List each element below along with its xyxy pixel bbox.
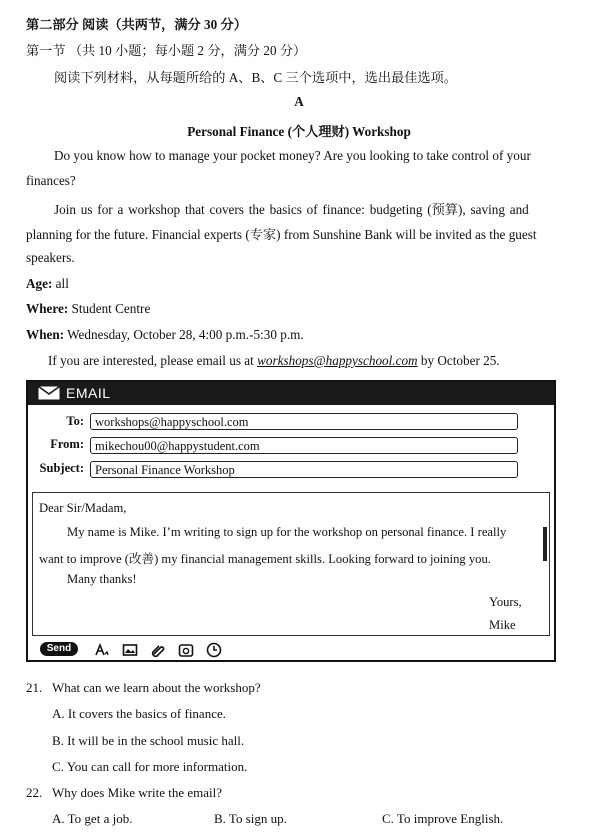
when-value: Wednesday, October 28, 4:00 p.m.-5:30 p.m.	[64, 327, 304, 342]
email-window	[26, 380, 556, 662]
subsection-title: 第一节 （共 10 小题；每小题 2 分，满分 20 分）	[26, 43, 307, 58]
when-label: When:	[26, 327, 65, 342]
to-label: To:	[66, 414, 84, 428]
part-title: 第二部分 阅读（共两节，满分 30 分）	[26, 17, 247, 32]
option-a[interactable]: A. It covers the basics of finance.	[52, 706, 226, 721]
envelope-icon	[38, 386, 60, 400]
passage-label: A	[294, 94, 304, 109]
option-b[interactable]: B. It will be in the school music hall.	[52, 733, 245, 748]
email-greeting: Dear Sir/Madam,	[39, 501, 127, 515]
contact-before: If you are interested, please email us at	[48, 353, 258, 368]
from-label: From:	[50, 437, 84, 451]
paragraph-2-line-1: Join us for a workshop that covers the basics of finance: budgeting (预算), saving and	[54, 202, 529, 217]
scrollbar[interactable]	[543, 527, 547, 561]
email-toolbar	[28, 639, 554, 661]
email-header	[28, 382, 554, 405]
paragraph-1-line-1: Do you know how to manage your pocket money? Are you looking to take control of your	[54, 148, 531, 163]
email-header-title: EMAIL	[66, 385, 111, 401]
text-format-icon[interactable]	[94, 642, 110, 658]
send-button[interactable]: Send	[40, 642, 78, 656]
where-value: Student Centre	[68, 301, 151, 316]
paragraph-1-line-2: finances?	[26, 173, 76, 188]
subject-field[interactable]: Personal Finance Workshop	[90, 461, 518, 478]
paragraph-2-line-2: planning for the future. Financial experts (专家) from Sunshine Bank will be invited as the guest	[26, 227, 537, 242]
age-value: all	[52, 276, 69, 291]
email-body[interactable]	[32, 492, 550, 636]
where-label: Where:	[26, 301, 69, 316]
photo-icon[interactable]	[178, 642, 194, 658]
instructions: 阅读下列材料，从每题所给的 A、B、C 三个选项中，选出最佳选项。	[54, 70, 457, 85]
contact-email-link[interactable]: workshops@happyschool.com	[257, 353, 418, 368]
contact-after: by October 25.	[417, 353, 500, 368]
email-body-line-3: Many thanks!	[67, 572, 137, 586]
age-label: Age:	[26, 276, 53, 291]
paragraph-2-line-3: speakers.	[26, 250, 75, 265]
contact-line	[48, 353, 500, 369]
email-body-line-2: want to improve (改善) my financial management skills. Looking forward to joining you.	[39, 552, 491, 566]
where-line	[26, 301, 150, 317]
schedule-icon[interactable]	[206, 642, 222, 658]
option-a[interactable]: A. To get a job.	[52, 811, 133, 826]
from-field[interactable]: mikechou00@happystudent.com	[90, 437, 518, 454]
option-c[interactable]: C. You can call for more information.	[52, 759, 248, 774]
email-body-line-1: My name is Mike. I’m writing to sign up for the workshop on personal finance. I really	[67, 525, 507, 539]
passage-title: Personal Finance (个人理财) Workshop	[187, 124, 411, 139]
email-signature: Mike	[489, 618, 516, 632]
subject-label: Subject:	[39, 461, 84, 475]
question-stem: Why does Mike write the email?	[52, 785, 223, 800]
when-line	[26, 327, 304, 343]
question-number: 22.	[26, 785, 43, 800]
age-line	[26, 276, 69, 292]
option-b[interactable]: B. To sign up.	[214, 811, 287, 826]
to-field[interactable]: workshops@happyschool.com	[90, 413, 518, 430]
attach-icon[interactable]	[150, 642, 166, 658]
question-number: 21.	[26, 680, 43, 695]
email-closing: Yours,	[489, 595, 522, 609]
option-c[interactable]: C. To improve English.	[382, 811, 504, 826]
question-stem: What can we learn about the workshop?	[52, 680, 261, 695]
image-icon[interactable]	[122, 642, 138, 658]
